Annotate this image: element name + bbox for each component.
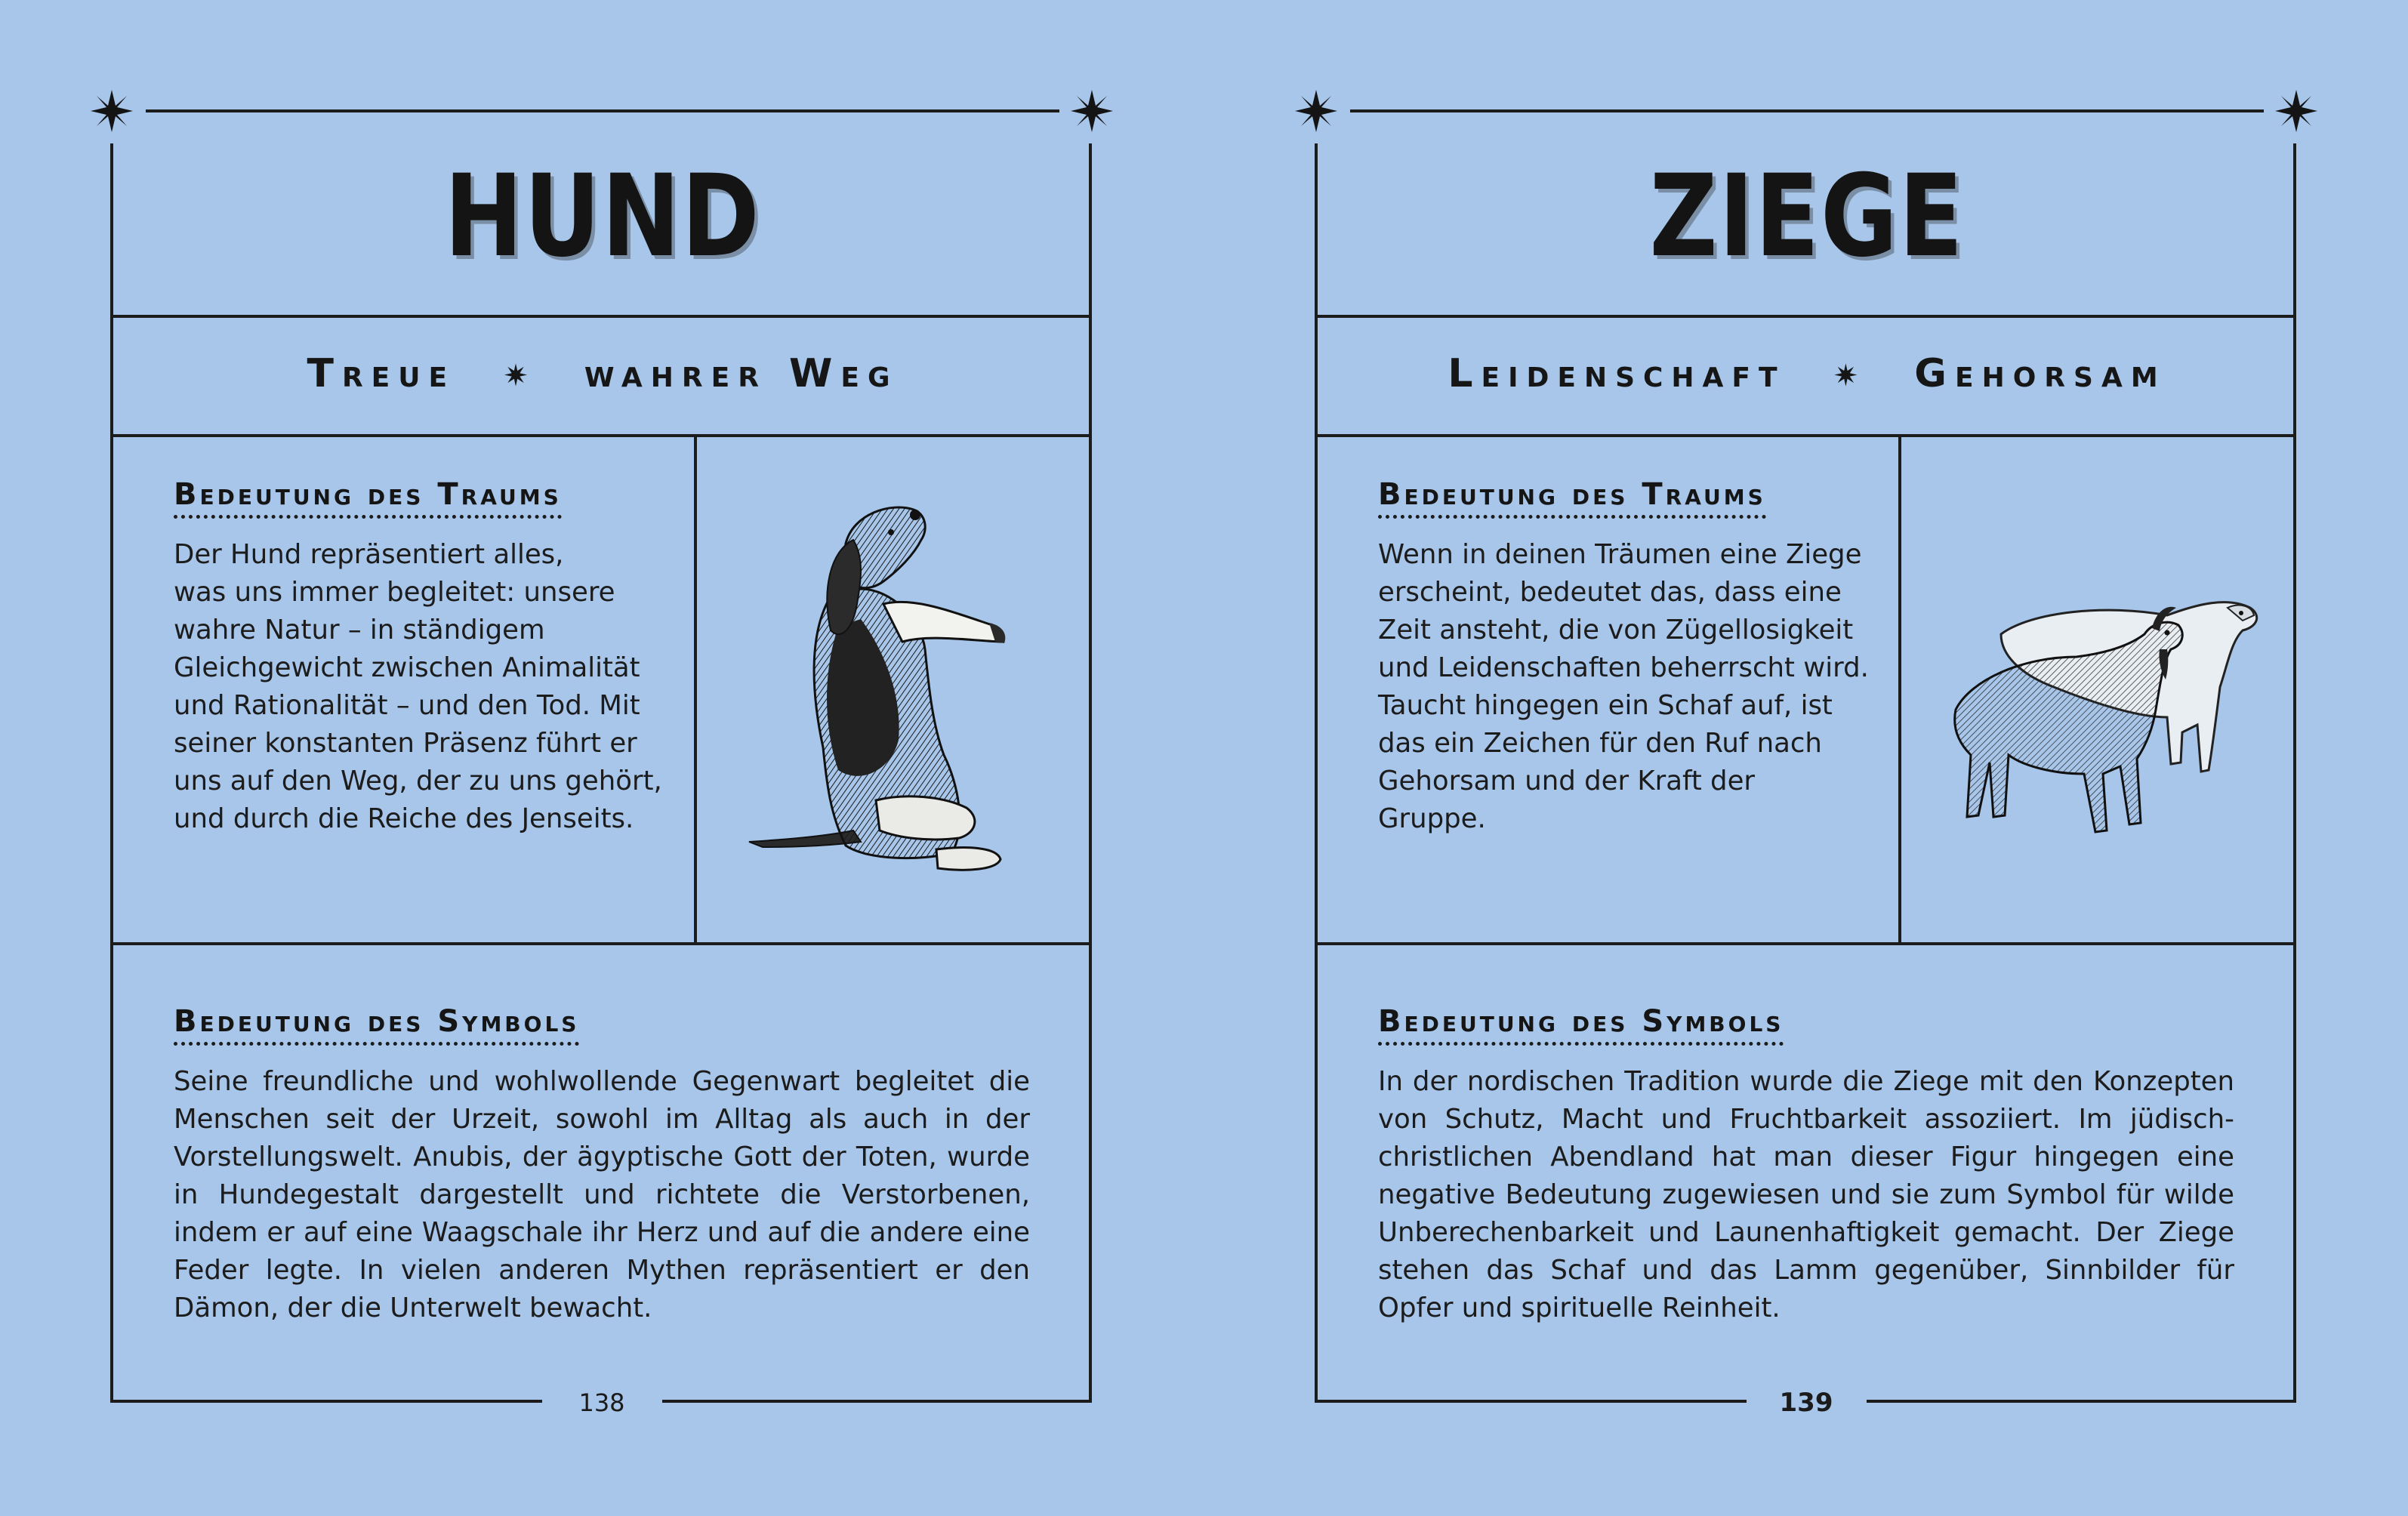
star-separator-icon: ✷ — [503, 359, 537, 393]
column-divider — [694, 434, 697, 945]
frame-right — [1089, 143, 1092, 1403]
keywords — [113, 344, 1092, 404]
section-divider — [110, 942, 1092, 945]
subtitle-divider — [1315, 434, 2296, 437]
star-ornament-icon — [1069, 88, 1115, 134]
bottom-rule-right — [1867, 1400, 2296, 1403]
star-ornament-icon — [1293, 88, 1339, 134]
bottom-rule-left — [1315, 1400, 1747, 1403]
symbol-text: In der nordischen Tradition wurde die Ziege mit den Konzepten von Schutz, Macht und Fruchtbarkeit assoziiert. Im jüdisch-christlichen Abendland hat man dieser Figur hingegen eine negative Bedeutung zugewiesen und sie zum Symbol für wilde Unberechenbarkeit und Launenhaftigkeit gemacht. Der Ziege stehen das Schaf und das Lamm gegenüber, Sinnbilder für Opfer und spirituelle Reinheit. — [1378, 1066, 2234, 1323]
frame-left — [110, 143, 113, 1403]
star-separator-icon: ✷ — [1833, 359, 1867, 393]
page-number: 138 — [578, 1388, 625, 1417]
dream-heading: Bedeutung des Traums — [1378, 477, 1766, 519]
bottom-rule-right — [662, 1400, 1092, 1403]
dream-text: Der Hund repräsentiert alles, was uns immer begleitet: unsere wahre Natur – in ständigem Gleichgewicht zwischen Animalität und Rationalität – und den Tod. Mit seiner konstanten Präsenz führt er uns auf den Weg, der zu uns gehört, und durch die Reiche des Jenseits. — [174, 539, 662, 834]
symbol-heading: Bedeutung des Symbols — [1378, 1004, 1784, 1046]
keyword-2: wahrer Weg — [584, 351, 899, 396]
section-divider — [1315, 942, 2296, 945]
dream-heading: Bedeutung des Traums — [174, 477, 562, 519]
page-title: HUND — [444, 151, 761, 282]
symbol-text: Seine freundliche und wohlwollende Gegenwart begleitet die Menschen seit der Urzeit, sowohl im Alltag als auch in der Vorstellungswelt. Anubis, der ägyptische Gott der Toten, wurde in Hundegestalt dargestellt und richtete die Verstorbenen, indem er auf eine Waagschale ihr Herz und auf die andere eine Feder legte. In vielen anderen Mythen repräsentiert er den Dämon, der die Unterwelt bewacht. — [174, 1066, 1030, 1323]
title-divider — [1315, 315, 2296, 318]
subtitle-divider — [110, 434, 1092, 437]
keywords — [1318, 344, 2296, 404]
top-rule — [146, 109, 1059, 112]
frame-left — [1315, 143, 1318, 1403]
star-ornament-icon — [2274, 88, 2319, 134]
frame-right — [2293, 143, 2296, 1403]
dream-text: Wenn in deinen Träumen eine Ziege erscheint, bedeutet das, dass eine Zeit ansteht, die von Zügellosigkeit und Leidenschaften beherrscht wird. Taucht hingegen ein Schaf auf, ist das ein Zeichen für den Ruf nach Gehorsam und der Kraft der Gruppe. — [1378, 539, 1869, 834]
page-number: 139 — [1779, 1388, 1833, 1418]
keyword-1: Treue — [307, 351, 456, 396]
right-page — [1204, 0, 2408, 1516]
symbol-heading: Bedeutung des Symbols — [174, 1004, 579, 1046]
top-rule — [1350, 109, 2264, 112]
column-divider — [1898, 434, 1901, 945]
star-ornament-icon — [89, 88, 134, 134]
keyword-1: Leidenschaft — [1448, 351, 1786, 396]
dog-illustration — [740, 498, 1027, 883]
keyword-2: Gehorsam — [1914, 351, 2166, 396]
title-divider — [110, 315, 1092, 318]
page-title: ZIEGE — [1649, 151, 1965, 282]
goat-and-sheep-illustration — [1941, 574, 2273, 853]
bottom-rule-left — [110, 1400, 542, 1403]
